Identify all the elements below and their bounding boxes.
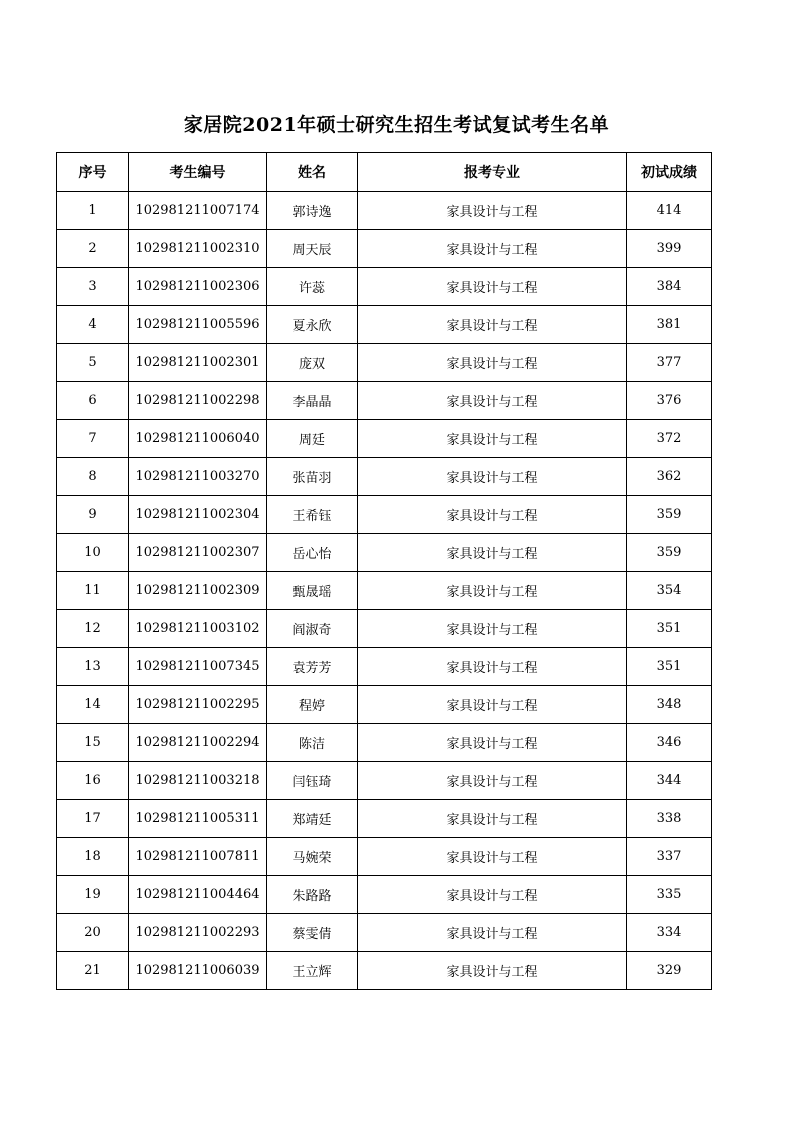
table-row [57, 306, 712, 344]
cell-serial: 11 [57, 572, 129, 610]
table-row [57, 268, 712, 306]
cell-candidate-id: 102981211003270 [129, 458, 267, 496]
table-row [57, 344, 712, 382]
cell-serial: 10 [57, 534, 129, 572]
cell-name: 阎淑奇 [267, 610, 358, 648]
cell-major: 家具设计与工程 [358, 838, 627, 876]
cell-candidate-id: 102981211005596 [129, 306, 267, 344]
cell-name: 袁芳芳 [267, 648, 358, 686]
cell-serial: 12 [57, 610, 129, 648]
table-row [57, 762, 712, 800]
cell-major: 家具设计与工程 [358, 686, 627, 724]
cell-score: 348 [627, 686, 712, 724]
cell-score: 376 [627, 382, 712, 420]
table-row [57, 230, 712, 268]
table-header-row [57, 153, 712, 192]
cell-candidate-id: 102981211004464 [129, 876, 267, 914]
cell-name: 李晶晶 [267, 382, 358, 420]
cell-major: 家具设计与工程 [358, 914, 627, 952]
cell-candidate-id: 102981211003102 [129, 610, 267, 648]
cell-candidate-id: 102981211002293 [129, 914, 267, 952]
cell-major: 家具设计与工程 [358, 800, 627, 838]
cell-serial: 2 [57, 230, 129, 268]
cell-major: 家具设计与工程 [358, 344, 627, 382]
cell-score: 381 [627, 306, 712, 344]
cell-serial: 18 [57, 838, 129, 876]
cell-name: 郭诗逸 [267, 192, 358, 230]
header-score: 初试成绩 [627, 153, 712, 192]
table-row [57, 686, 712, 724]
cell-name: 蔡雯倩 [267, 914, 358, 952]
cell-candidate-id: 102981211002304 [129, 496, 267, 534]
table-row [57, 610, 712, 648]
table-row [57, 838, 712, 876]
table-body [57, 192, 712, 990]
cell-serial: 9 [57, 496, 129, 534]
cell-candidate-id: 102981211002309 [129, 572, 267, 610]
table-row [57, 914, 712, 952]
cell-candidate-id: 102981211002294 [129, 724, 267, 762]
cell-name: 周廷 [267, 420, 358, 458]
cell-major: 家具设计与工程 [358, 230, 627, 268]
cell-serial: 8 [57, 458, 129, 496]
table-row [57, 382, 712, 420]
cell-serial: 6 [57, 382, 129, 420]
cell-major: 家具设计与工程 [358, 724, 627, 762]
cell-candidate-id: 102981211002307 [129, 534, 267, 572]
cell-name: 岳心怡 [267, 534, 358, 572]
cell-major: 家具设计与工程 [358, 496, 627, 534]
cell-score: 344 [627, 762, 712, 800]
cell-major: 家具设计与工程 [358, 192, 627, 230]
cell-score: 334 [627, 914, 712, 952]
cell-name: 马婉荣 [267, 838, 358, 876]
cell-candidate-id: 102981211002306 [129, 268, 267, 306]
cell-candidate-id: 102981211007811 [129, 838, 267, 876]
table-row [57, 496, 712, 534]
cell-serial: 16 [57, 762, 129, 800]
cell-score: 351 [627, 610, 712, 648]
cell-score: 377 [627, 344, 712, 382]
cell-major: 家具设计与工程 [358, 876, 627, 914]
table-row [57, 534, 712, 572]
cell-major: 家具设计与工程 [358, 420, 627, 458]
table-row [57, 724, 712, 762]
cell-name: 张苗羽 [267, 458, 358, 496]
cell-major: 家具设计与工程 [358, 382, 627, 420]
table-row [57, 648, 712, 686]
table-row [57, 876, 712, 914]
cell-serial: 7 [57, 420, 129, 458]
header-major: 报考专业 [358, 153, 627, 192]
cell-serial: 19 [57, 876, 129, 914]
cell-name: 王希钰 [267, 496, 358, 534]
cell-serial: 3 [57, 268, 129, 306]
cell-serial: 13 [57, 648, 129, 686]
cell-candidate-id: 102981211003218 [129, 762, 267, 800]
cell-name: 闫钰琦 [267, 762, 358, 800]
cell-candidate-id: 102981211006040 [129, 420, 267, 458]
cell-score: 337 [627, 838, 712, 876]
cell-major: 家具设计与工程 [358, 762, 627, 800]
cell-score: 359 [627, 496, 712, 534]
cell-major: 家具设计与工程 [358, 572, 627, 610]
cell-serial: 20 [57, 914, 129, 952]
cell-name: 陈洁 [267, 724, 358, 762]
cell-score: 414 [627, 192, 712, 230]
cell-name: 庞双 [267, 344, 358, 382]
table-row [57, 572, 712, 610]
cell-name: 郑靖廷 [267, 800, 358, 838]
cell-serial: 15 [57, 724, 129, 762]
cell-major: 家具设计与工程 [358, 610, 627, 648]
cell-score: 346 [627, 724, 712, 762]
cell-name: 周天辰 [267, 230, 358, 268]
cell-major: 家具设计与工程 [358, 952, 627, 990]
cell-score: 329 [627, 952, 712, 990]
cell-score: 372 [627, 420, 712, 458]
cell-score: 362 [627, 458, 712, 496]
header-serial: 序号 [57, 153, 129, 192]
header-candidate-id: 考生编号 [129, 153, 267, 192]
cell-score: 384 [627, 268, 712, 306]
cell-name: 甄晟瑶 [267, 572, 358, 610]
cell-serial: 17 [57, 800, 129, 838]
cell-serial: 4 [57, 306, 129, 344]
cell-score: 335 [627, 876, 712, 914]
cell-candidate-id: 102981211002301 [129, 344, 267, 382]
cell-serial: 1 [57, 192, 129, 230]
cell-major: 家具设计与工程 [358, 306, 627, 344]
cell-score: 338 [627, 800, 712, 838]
cell-major: 家具设计与工程 [358, 534, 627, 572]
table-row [57, 458, 712, 496]
cell-candidate-id: 102981211002310 [129, 230, 267, 268]
cell-candidate-id: 102981211005311 [129, 800, 267, 838]
cell-name: 王立辉 [267, 952, 358, 990]
cell-name: 许蕊 [267, 268, 358, 306]
cell-major: 家具设计与工程 [358, 458, 627, 496]
cell-candidate-id: 102981211002295 [129, 686, 267, 724]
cell-candidate-id: 102981211002298 [129, 382, 267, 420]
candidate-table [56, 152, 712, 990]
cell-candidate-id: 102981211007174 [129, 192, 267, 230]
cell-score: 354 [627, 572, 712, 610]
cell-serial: 5 [57, 344, 129, 382]
cell-serial: 14 [57, 686, 129, 724]
cell-name: 夏永欣 [267, 306, 358, 344]
cell-score: 399 [627, 230, 712, 268]
table-row [57, 952, 712, 990]
cell-major: 家具设计与工程 [358, 268, 627, 306]
header-name: 姓名 [267, 153, 358, 192]
cell-name: 程婷 [267, 686, 358, 724]
cell-candidate-id: 102981211006039 [129, 952, 267, 990]
table-row [57, 192, 712, 230]
page-title: 家居院2021年硕士研究生招生考试复试考生名单 [183, 114, 610, 136]
table-row [57, 420, 712, 458]
cell-candidate-id: 102981211007345 [129, 648, 267, 686]
cell-name: 朱路路 [267, 876, 358, 914]
cell-score: 359 [627, 534, 712, 572]
cell-major: 家具设计与工程 [358, 648, 627, 686]
table-row [57, 800, 712, 838]
cell-serial: 21 [57, 952, 129, 990]
cell-score: 351 [627, 648, 712, 686]
